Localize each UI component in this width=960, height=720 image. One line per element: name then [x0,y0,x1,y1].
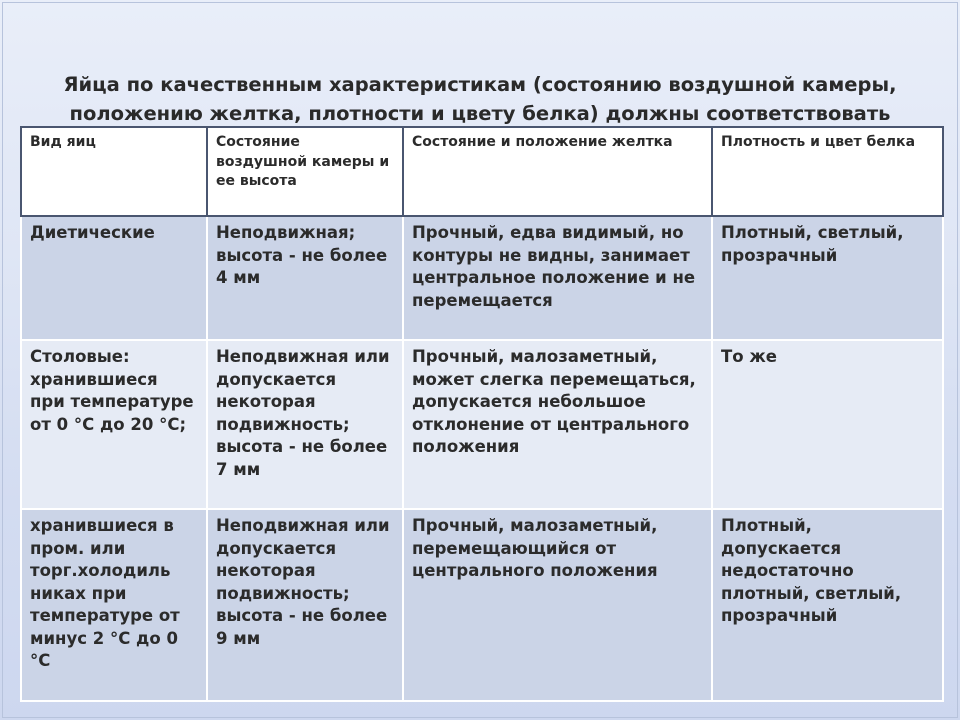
header-egg-type: Вид яиц [21,127,207,216]
table-row [21,216,943,340]
cell-white: То же [712,340,943,509]
cell-air-cell: Неподвижная или допускается некоторая подвижность; высота - не более 7 мм [207,340,403,509]
egg-quality-table [20,126,944,702]
title-line-2: положению желтка, плотности и цвету белка) должны соответствовать [69,102,891,125]
cell-yolk: Прочный, едва видимый, но контуры не видны, занимает центральное положение и не перемещается [403,216,712,340]
cell-white: Плотный, допускается недостаточно плотный, светлый, прозрачный [712,509,943,701]
cell-yolk: Прочный, малозаметный, перемещающийся от центрального положения [403,509,712,701]
cell-egg-type: Столовые: хранившиеся при температуре от 0 °С до 20 °С; [21,340,207,509]
cell-egg-type: хранившиеся в пром. или торг.холодиль никах при температуре от минус 2 °С до 0 °С [21,509,207,701]
cell-white: Плотный, светлый, прозрачный [712,216,943,340]
header-white: Плотность и цвет белка [712,127,943,216]
table-row [21,340,943,509]
cell-air-cell: Неподвижная или допускается некоторая подвижность; высота - не более 9 мм [207,509,403,701]
table-header-row [21,127,943,216]
cell-egg-type: Диетические [21,216,207,340]
cell-yolk: Прочный, малозаметный, может слегка перемещаться, допускается небольшое отклонение от центрального положения [403,340,712,509]
table-row [21,509,943,701]
cell-air-cell: Неподвижная; высота - не более 4 мм [207,216,403,340]
header-air-cell: Состояние воздушной камеры и ее высота [207,127,403,216]
header-yolk: Состояние и положение желтка [403,127,712,216]
slide-title [0,70,960,128]
title-line-1: Яйца по качественным характеристикам (состоянию воздушной камеры, [63,73,897,96]
